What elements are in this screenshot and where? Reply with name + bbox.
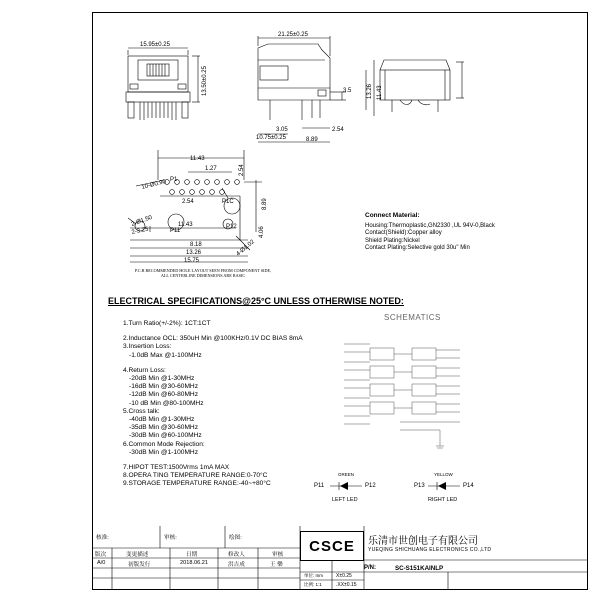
check-value: 王 樂 [270, 562, 283, 568]
label-p1: P1 [170, 177, 178, 183]
dim-8-18: 8.18 [190, 242, 202, 248]
dim-2-3-25: 2-3.25 [131, 226, 150, 236]
col-rev: 版次 [95, 552, 107, 558]
p12-label: P12 [365, 483, 376, 489]
dim-2-holes: 2-Ø1.50 [130, 214, 154, 228]
dim-11-43-top: 11.43 [190, 156, 205, 162]
front-view-body [128, 56, 188, 92]
dim-2-54-pcb: 2.54 [182, 199, 194, 205]
label-p11: P11 [170, 228, 181, 234]
approve-label: 核准: [96, 535, 109, 541]
label-p12: P12 [226, 224, 237, 230]
pcb-note: P.C.B RECOMMENDED HOLE LAYOUT SEEN FROM COMPONENT SIDE, ALL CENTERLINE DIMENSIONS ARE BASIC [134, 268, 272, 279]
yellow-label: YELLOW [434, 472, 453, 477]
left-led-label: LEFT LED [332, 497, 358, 503]
col-date: 日期 [186, 552, 198, 558]
p11-label: P11 [314, 483, 325, 489]
scale-text: 比例: 1:1 [304, 582, 322, 587]
right-led-label: RIGHT LED [428, 497, 458, 503]
label-p1c: P1C [222, 199, 234, 205]
company-logo: CSCE [300, 531, 364, 561]
material-heading: Connect Material: [365, 212, 420, 219]
company-name-cn: 乐清市世创电子有限公司 [368, 536, 478, 547]
dim-3-05: 3.05 [276, 127, 288, 133]
tolerance-2: .XX±0.15 [336, 582, 357, 588]
dim-11-43-right: 11.43 [377, 85, 383, 100]
date-value: 2018.06.21 [180, 560, 208, 566]
p14-label: P14 [463, 483, 474, 489]
dim-2-54-side: 2.54 [332, 127, 344, 133]
dim-front-height: 13.50±0.25 [202, 66, 208, 96]
dim-8-89-pcb: 8.89 [262, 198, 268, 210]
dim-front-width: 15.95±0.25 [140, 42, 170, 48]
spec-list: 1.Turn Ratio(+/-2%): 1CT:1CT 2.Inductance OCL: 350uH Min @100KHz/0.1V DC BIAS 8mA 3.Insertion Loss: -1.0dB Max @1-100MHz 4.Return Loss: -20dB Min @1-30MHz -16dB Min @30-60MHz -12dB Min @60-80MHz -10 dB Min @80-100MHz 5.Cross talk: -40dB Min @1-30MHz -35dB Min @30-60MHz -30dB Min @60-100MHz 6.Common Mode Rejection: -30dB Min @1-100MHz 7.HIPOT TEST:1500Vrms 1mA MAX 8.OPERA TING TEMPERATURE RANGE:0-70°C 9.STORAGE TEMPERATURE RANGE:-40~+80°C [123, 320, 303, 488]
dim-4-holes: 4-Ø1.02 [235, 238, 256, 258]
front-view-port [138, 60, 178, 80]
dim-8-89-side: 8.89 [306, 137, 318, 143]
drawn-value: 洪吉成 [228, 562, 245, 568]
pn-label: P/N: [364, 565, 376, 571]
dim-10-75: 10.75±0.25 [256, 135, 286, 141]
review-label: 审核: [164, 535, 177, 541]
company-name-en: YUEQING SHICHUANG ELECTRONICS CO.,LTD [368, 547, 492, 553]
dim-2-54-pcb-v: 2.54 [239, 164, 245, 176]
p13-label: P13 [414, 483, 425, 489]
green-label: GREEN [338, 472, 355, 477]
unit-text: 单位: mm [304, 573, 323, 578]
schematics-title: SCHEMATICS [384, 313, 441, 322]
side-view-body [258, 44, 330, 100]
dim-10-holes: 10-Ø0.90 [141, 179, 167, 191]
dim-15-75: 15.75 [184, 258, 200, 264]
right-view-body [380, 70, 450, 100]
draw-label: 绘图: [229, 535, 242, 541]
dim-11-43-pcb: 11.43 [178, 222, 193, 228]
dim-13-26-pcb: 13.26 [186, 250, 202, 256]
dim-side-length: 21.25±0.25 [278, 32, 308, 38]
part-number: SC-S151KAINLP [395, 565, 444, 572]
dim-13-26-right: 13.26 [367, 83, 373, 99]
col-desc: 变更描述 [126, 552, 149, 558]
rev-value: A/0 [97, 560, 106, 566]
col-drawn: 修改人 [228, 552, 245, 558]
col-check: 审核 [272, 552, 284, 558]
desc-value: 初版发行 [128, 562, 151, 568]
dim-1-27: 1.27 [205, 166, 217, 172]
dim-4-06: 4.06 [259, 226, 265, 238]
connect-material: Connect Material: Housing:Thermoplastic,GN2330 ,UL 94V-0,Black Contact(Shield):Copper alloy Shield Plating:Nickel Contact Plating:Selective gold 30u" Min [365, 212, 565, 252]
spec-title: ELECTRICAL SPECIFICATIONS@25°C UNLESS OTHERWISE NOTED: [108, 296, 404, 306]
dim-3-5: 3.5 [343, 88, 352, 94]
tolerance-1: X±0.25 [336, 573, 352, 579]
